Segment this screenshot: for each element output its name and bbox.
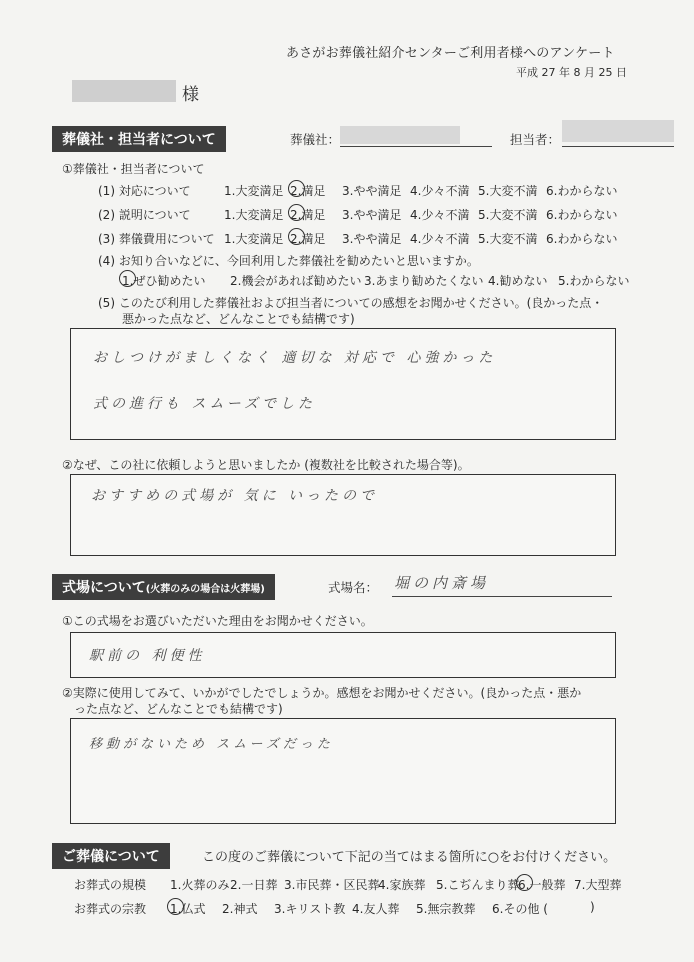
- religion-option[interactable]: 3.キリスト教: [274, 902, 346, 916]
- q4-text: (4) お知り合いなどに、今回利用した葬儀社を勧めたいと思いますか。: [98, 254, 479, 268]
- scale-option[interactable]: 4.家族葬: [378, 878, 426, 892]
- scale-row: [74, 876, 621, 893]
- rating-option[interactable]: 1.大変満足: [224, 232, 284, 246]
- company-label: 葬儀社：: [290, 132, 341, 147]
- rating-option[interactable]: 6.わからない: [546, 232, 618, 246]
- venue-q2-line2: った点など、どんなことでも結構です): [74, 702, 283, 716]
- recipient-name-redacted: [72, 80, 176, 102]
- venue-heading-note: (火葬のみの場合は火葬場): [145, 584, 265, 595]
- religion-close-paren: ): [590, 900, 595, 914]
- scale-option[interactable]: 1.火葬のみ: [170, 878, 230, 892]
- staff-name-redacted: [562, 120, 674, 142]
- company-name-redacted: [340, 126, 460, 144]
- venue-q1: ①この式場をお選びいただいた理由をお聞かせください。: [62, 614, 373, 628]
- recommend-option[interactable]: 4.勧めない: [488, 274, 548, 288]
- venue-value: 堀の内斎場: [394, 574, 490, 592]
- rating-row-label: (2) 説明について: [98, 208, 191, 222]
- scale-label: お葬式の規模: [74, 878, 147, 892]
- rating-row-label: (1) 対応について: [98, 184, 191, 198]
- scale-option[interactable]: 2.一日葬: [230, 878, 278, 892]
- venue-underline: [392, 596, 612, 597]
- recipient-suffix: 様: [182, 85, 199, 105]
- rating-option[interactable]: 6.わからない: [546, 184, 618, 198]
- staff-label: 担当者：: [510, 132, 561, 147]
- scale-option[interactable]: 3.市民葬・区民葬: [284, 878, 380, 892]
- q5-line2: 悪かった点など、どんなことでも結構です): [122, 312, 355, 326]
- selection-circle: [288, 228, 305, 245]
- rating-row-1: [98, 182, 617, 199]
- religion-option[interactable]: 2.神式: [222, 902, 258, 916]
- rating-option-selected[interactable]: 2.満足: [290, 232, 326, 246]
- religion-option-selected[interactable]: 1.仏式: [170, 902, 206, 916]
- religion-label: お葬式の宗教: [74, 902, 147, 916]
- venue-heading-text: 式場について: [62, 580, 146, 596]
- scale-option[interactable]: 5.こぢんまり葬: [436, 878, 520, 892]
- religion-option[interactable]: 6.その他 (: [492, 902, 548, 916]
- answer2-text: おすすめの式場が 気に いったので: [91, 488, 379, 504]
- section-heading-venue: [52, 574, 275, 600]
- rating-option[interactable]: 5.大変不満: [478, 184, 538, 198]
- recommend-option[interactable]: 3.あまり勧めたくない: [364, 274, 484, 288]
- section-heading-funeral: ご葬儀について: [52, 843, 170, 869]
- funeral-instruction: この度のご葬儀について下記の当てはまる箇所に○をお付けください。: [202, 850, 617, 865]
- selection-circle: [288, 180, 305, 197]
- rating-option[interactable]: 4.少々不満: [410, 208, 470, 222]
- venue-answer1: 駅前の 利便性: [89, 648, 206, 664]
- selection-circle: [288, 204, 305, 221]
- rating-row-2: [98, 206, 617, 223]
- survey-title: あさがお葬儀社紹介センターご利用者様へのアンケート: [286, 46, 615, 61]
- venue-answer1-box[interactable]: [70, 632, 616, 678]
- q2-text: ②なぜ、この社に依頼しようと思いましたか (複数社を比較された場合等)。: [62, 458, 470, 472]
- venue-q2-line1: ②実際に使用してみて、いかがでしたでしょうか。感想をお聞かせください。(良かった点・悪か: [62, 686, 582, 700]
- selection-circle: [516, 874, 533, 891]
- rating-option[interactable]: 3.やや満足: [342, 208, 402, 222]
- rating-option[interactable]: 3.やや満足: [342, 232, 402, 246]
- q5-line1: (5) このたび利用した葬儀社および担当者についての感想をお聞かせください。(良かった点・: [98, 296, 604, 310]
- rating-option[interactable]: 5.大変不満: [478, 208, 538, 222]
- rating-option[interactable]: 1.大変満足: [224, 208, 284, 222]
- staff-underline: [562, 146, 674, 147]
- recommend-option[interactable]: 5.わからない: [558, 274, 630, 288]
- religion-row: [74, 900, 595, 917]
- rating-option[interactable]: 6.わからない: [546, 208, 618, 222]
- survey-date: 平成 27 年 8 月 25 日: [516, 66, 627, 79]
- recommend-options: [122, 272, 629, 289]
- religion-option[interactable]: 4.友人葬: [352, 902, 400, 916]
- rating-row-label: (3) 葬儀費用について: [98, 232, 215, 246]
- rating-option[interactable]: 1.大変満足: [224, 184, 284, 198]
- rating-option-selected[interactable]: 2.満足: [290, 208, 326, 222]
- recommend-option[interactable]: 2.機会があれば勧めたい: [230, 274, 362, 288]
- venue-answer2-box[interactable]: [70, 718, 616, 824]
- venue-label: 式場名：: [328, 580, 379, 595]
- rating-option[interactable]: 5.大変不満: [478, 232, 538, 246]
- rating-option[interactable]: 3.やや満足: [342, 184, 402, 198]
- selection-circle: [119, 270, 136, 287]
- recommend-option-selected[interactable]: 1.ぜひ勧めたい: [122, 274, 206, 288]
- q1-title: ①葬儀社・担当者について: [62, 162, 205, 176]
- answer2-box[interactable]: [70, 474, 616, 556]
- venue-answer2: 移動がないため スムーズだった: [89, 737, 334, 752]
- answer5-line1: おしつけがましくなく 適切な 対応で 心強かった: [93, 350, 497, 366]
- rating-option-selected[interactable]: 2.満足: [290, 184, 326, 198]
- section-heading-funeral-company: 葬儀社・担当者について: [52, 126, 226, 152]
- scale-option-selected[interactable]: 6.一般葬: [518, 878, 566, 892]
- answer5-box[interactable]: [70, 328, 616, 440]
- scale-option[interactable]: 7.大型葬: [574, 878, 622, 892]
- answer5-line2: 式の進行も スムーズでした: [93, 396, 317, 412]
- selection-circle: [167, 898, 184, 915]
- rating-option[interactable]: 4.少々不満: [410, 184, 470, 198]
- religion-option[interactable]: 5.無宗教葬: [416, 902, 476, 916]
- rating-option[interactable]: 4.少々不満: [410, 232, 470, 246]
- company-underline: [340, 146, 492, 147]
- rating-row-3: [98, 230, 617, 247]
